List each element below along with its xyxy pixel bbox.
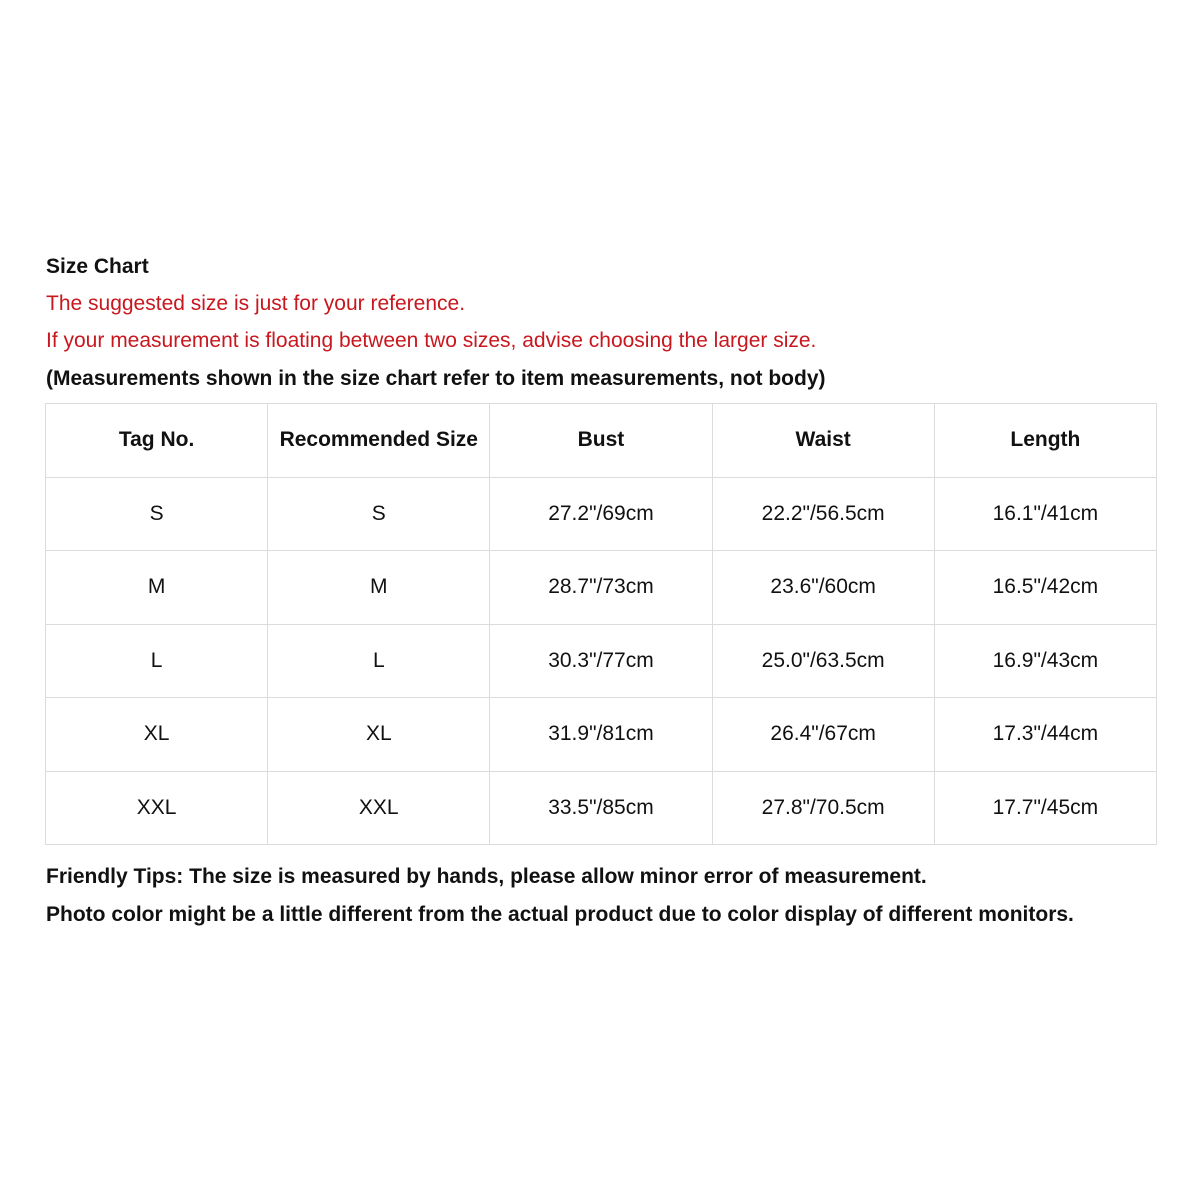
friendly-tip-color: Photo color might be a little different from the actual product due to color display of different monitors.	[46, 903, 1074, 926]
cell-bust: 28.7"/73cm	[490, 551, 712, 625]
larger-size-advice: If your measurement is floating between two sizes, advise choosing the larger size.	[46, 329, 817, 352]
column-header-waist: Waist	[712, 404, 934, 478]
cell-length: 17.7"/45cm	[934, 771, 1156, 845]
reference-note: The suggested size is just for your reference.	[46, 292, 466, 315]
cell-bust: 30.3"/77cm	[490, 624, 712, 698]
cell-length: 16.5"/42cm	[934, 551, 1156, 625]
cell-recommended-size: XXL	[268, 771, 490, 845]
column-header-recommended-size: Recommended Size	[268, 404, 490, 478]
cell-tag-no: M	[46, 551, 268, 625]
cell-tag-no: S	[46, 477, 268, 551]
cell-waist: 25.0"/63.5cm	[712, 624, 934, 698]
cell-bust: 27.2"/69cm	[490, 477, 712, 551]
table-row	[46, 771, 1157, 845]
cell-recommended-size: XL	[268, 698, 490, 772]
size-table	[45, 403, 1157, 845]
cell-tag-no: XL	[46, 698, 268, 772]
cell-bust: 33.5"/85cm	[490, 771, 712, 845]
size-chart-title: Size Chart	[46, 255, 149, 278]
cell-tag-no: XXL	[46, 771, 268, 845]
cell-length: 16.9"/43cm	[934, 624, 1156, 698]
cell-tag-no: L	[46, 624, 268, 698]
cell-recommended-size: S	[268, 477, 490, 551]
cell-bust: 31.9"/81cm	[490, 698, 712, 772]
cell-waist: 26.4"/67cm	[712, 698, 934, 772]
table-row	[46, 477, 1157, 551]
cell-length: 16.1"/41cm	[934, 477, 1156, 551]
friendly-tip-hands: Friendly Tips: The size is measured by hands, please allow minor error of measurement.	[46, 865, 927, 888]
cell-waist: 27.8"/70.5cm	[712, 771, 934, 845]
cell-recommended-size: L	[268, 624, 490, 698]
column-header-length: Length	[934, 404, 1156, 478]
column-header-tag-no: Tag No.	[46, 404, 268, 478]
table-row	[46, 698, 1157, 772]
column-header-bust: Bust	[490, 404, 712, 478]
table-row	[46, 624, 1157, 698]
cell-recommended-size: M	[268, 551, 490, 625]
table-header-row	[46, 404, 1157, 478]
measurement-disclaimer: (Measurements shown in the size chart refer to item measurements, not body)	[46, 367, 826, 390]
cell-length: 17.3"/44cm	[934, 698, 1156, 772]
cell-waist: 23.6"/60cm	[712, 551, 934, 625]
cell-waist: 22.2"/56.5cm	[712, 477, 934, 551]
table-row	[46, 551, 1157, 625]
